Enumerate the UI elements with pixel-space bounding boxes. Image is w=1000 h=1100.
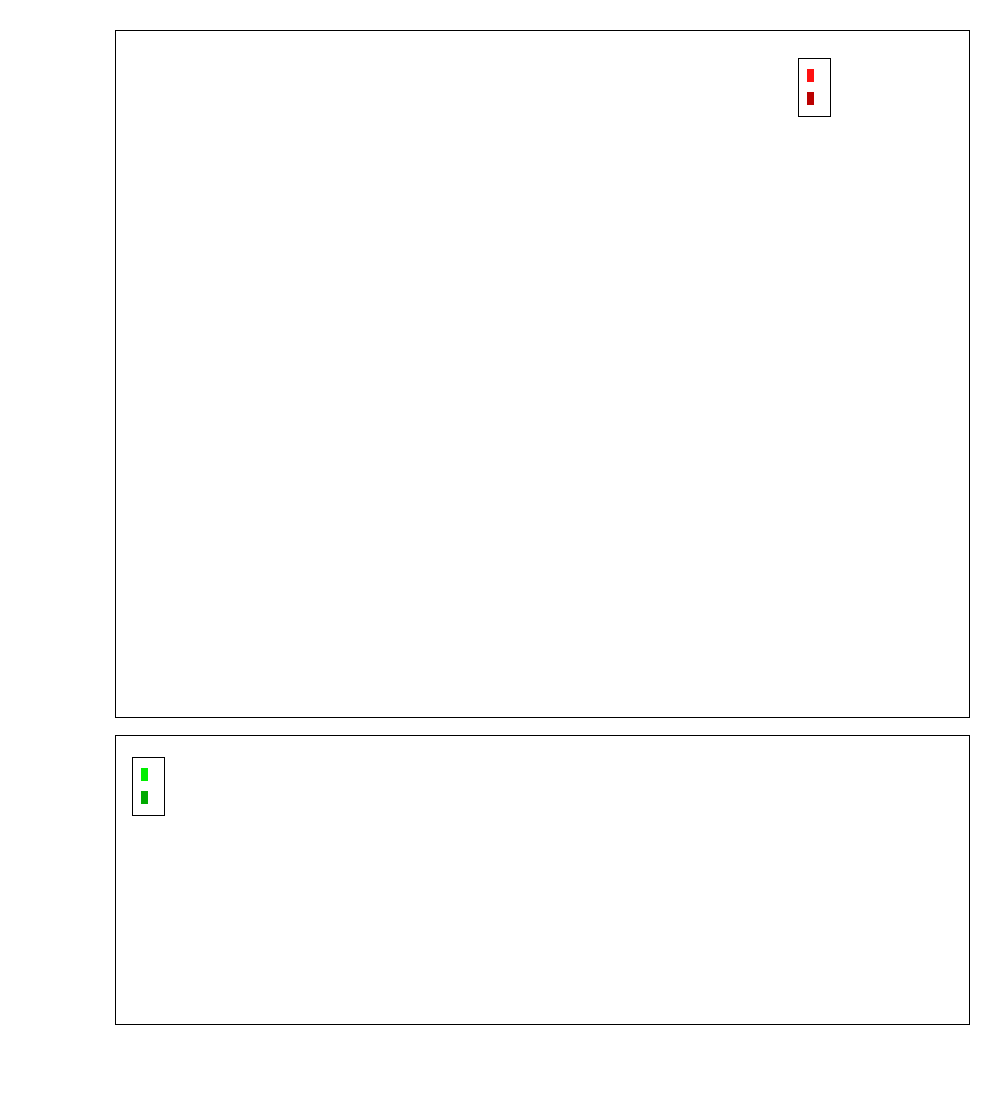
bottom-legend — [132, 757, 165, 816]
legend-item-available-ruptures — [141, 763, 156, 786]
available-ruptures-swatch-icon — [141, 768, 148, 781]
legend-item-nucleation — [807, 87, 822, 110]
bottom-bars-area — [116, 736, 969, 1024]
top-bars-area — [116, 31, 969, 717]
participation-swatch-icon — [807, 69, 814, 82]
top-legend — [798, 58, 831, 117]
top-plot-panel — [115, 30, 970, 718]
nucleation-swatch-icon — [807, 92, 814, 105]
utilized-ruptures-swatch-icon — [141, 791, 148, 804]
bottom-plot-panel — [115, 735, 970, 1025]
legend-item-utilized-ruptures — [141, 786, 156, 809]
legend-item-participation — [807, 64, 822, 87]
